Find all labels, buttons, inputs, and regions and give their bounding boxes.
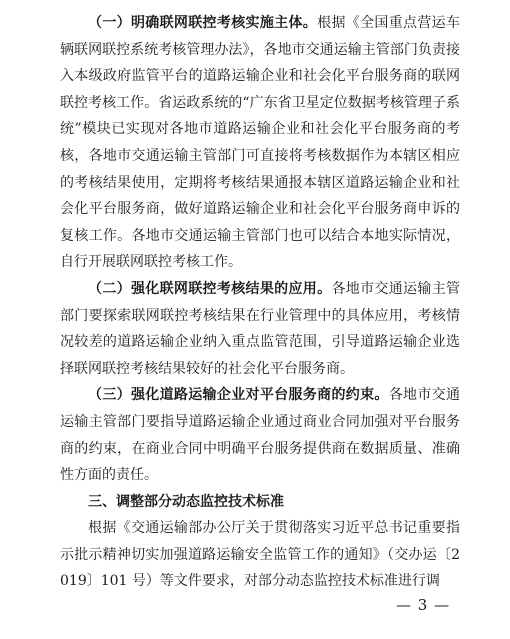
paragraph-1-text: 根据《全国重点营运车辆联网联控系统考核管理办法》，各地市交通运输主管部门负责接入本级政府监管平台的道路运输企业和社会化平台服务商的联网联控考核工作。省运政系统的“广东省卫星定位数据考核管理子系统”模块已实现对各地市道路运输企业和社会化平台服务商的考核，各地市交通运输主管部门可直接将考核数据作为本辖区相应的考核结果使用，定期将考核结果通报本辖区道路运输企业和社会化平台服务商，做好道路运输企业和社会化平台服务商申诉的复核工作。各地市交通运输主管部门也可以结合本地实际情况，自行开展联网联控考核工作。 (60, 15, 461, 271)
paragraph-4: 根据《交通运输部办公厅关于贯彻落实习近平总书记重要指示批示精神切实加强道路运输安全监管工作的通知》（交办运〔2019〕101 号）等文件要求，对部分动态监控技术标准进行调 (60, 520, 460, 590)
section-title: 三、调整部分动态监控技术标准 (88, 493, 284, 510)
paragraph-3-heading: （三）强化道路运输企业对平台服务商的约束。 (88, 387, 389, 404)
paragraph-2 (60, 276, 460, 382)
paragraph-2-heading: （二）强化联网联控考核结果的应用。 (88, 280, 332, 297)
paragraph-3-text: 各地市交通运输主管部门要指导道路运输企业通过商业合同加强对平台服务商的约束，在商业合同中明确平台服务提供商在数据质量、准确性方面的责任。 (60, 387, 460, 484)
page-number: — 3 — (396, 596, 451, 614)
paragraph-3 (60, 382, 460, 488)
document-body (60, 10, 460, 595)
paragraph-1 (60, 10, 460, 276)
paragraph-2-text: 各地市交通运输主管部门要探索联网联控考核结果在行业管理中的具体应用，考核情况较差的道路运输企业纳入重点监管范围，引导道路运输企业选择联网联控考核结果较好的社会化平台服务商。 (60, 280, 461, 377)
paragraph-1-heading: （一）明确联网联控考核实施主体。 (88, 15, 318, 31)
